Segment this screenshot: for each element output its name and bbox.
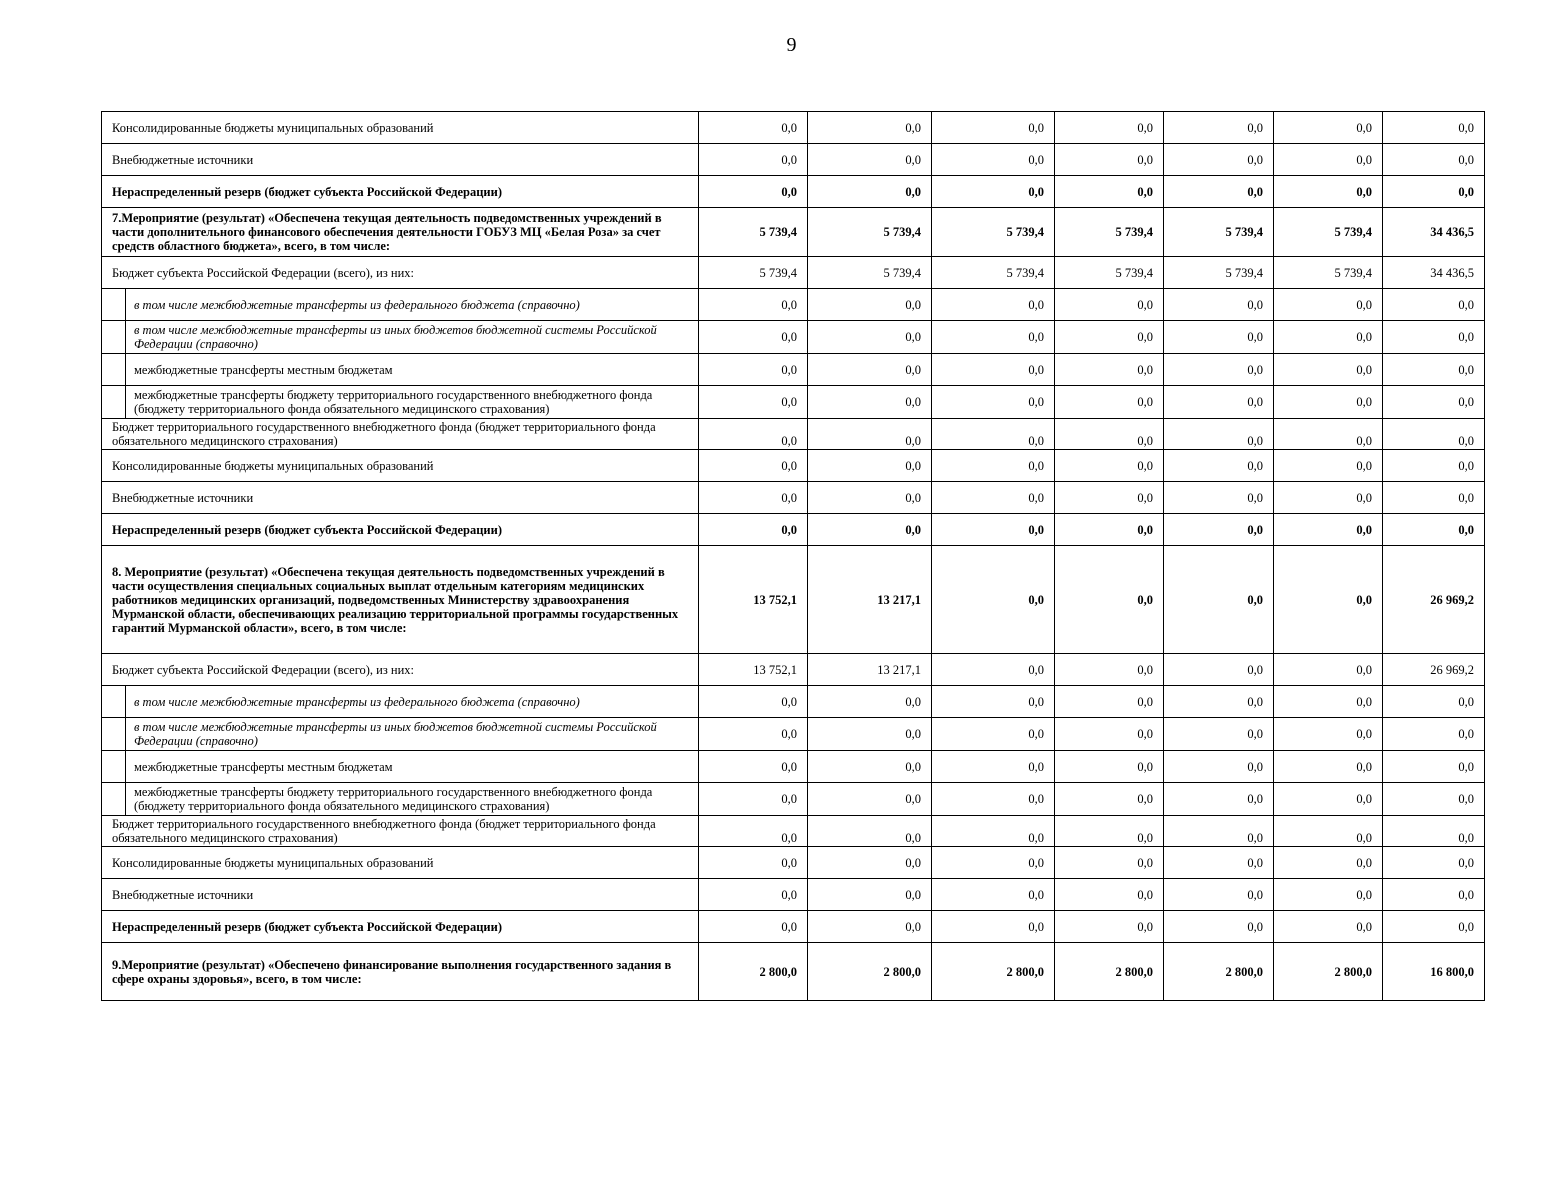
- value-cell: 0,0: [1055, 514, 1164, 546]
- value-cell: 0,0: [1164, 386, 1274, 419]
- value-cell: 0,0: [1055, 482, 1164, 514]
- value-cell: 0,0: [1274, 450, 1383, 482]
- value-cell: 0,0: [1164, 354, 1274, 386]
- table-row: [102, 654, 1485, 686]
- value-cell: 13 217,1: [808, 654, 932, 686]
- value-cell: 0,0: [932, 514, 1055, 546]
- value-cell: 5 739,4: [1164, 208, 1274, 257]
- value-cell: 0,0: [1055, 751, 1164, 783]
- indent-cell: [102, 718, 126, 751]
- value-cell: 0,0: [1383, 816, 1485, 847]
- row-label: Внебюджетные источники: [102, 144, 699, 176]
- value-cell: 16 800,0: [1383, 943, 1485, 1001]
- value-cell: 0,0: [699, 144, 808, 176]
- value-cell: 2 800,0: [1274, 943, 1383, 1001]
- value-cell: 0,0: [1164, 783, 1274, 816]
- value-cell: 0,0: [699, 419, 808, 450]
- value-cell: 0,0: [932, 783, 1055, 816]
- row-label: Бюджет территориального государственного внебюджетного фонда (бюджет территориального фонда обязательного медицинского страхования): [102, 419, 699, 450]
- value-cell: 0,0: [932, 847, 1055, 879]
- table-row: [102, 943, 1485, 1001]
- value-cell: 0,0: [699, 354, 808, 386]
- value-cell: 0,0: [1274, 144, 1383, 176]
- value-cell: 0,0: [1055, 386, 1164, 419]
- value-cell: 0,0: [1274, 289, 1383, 321]
- value-cell: 2 800,0: [808, 943, 932, 1001]
- value-cell: 0,0: [1383, 450, 1485, 482]
- value-cell: 2 800,0: [1055, 943, 1164, 1001]
- indent-cell: [102, 321, 126, 354]
- value-cell: 0,0: [932, 419, 1055, 450]
- row-label: Внебюджетные источники: [102, 482, 699, 514]
- value-cell: 0,0: [932, 289, 1055, 321]
- table-row: [102, 354, 1485, 386]
- table-row: [102, 546, 1485, 654]
- value-cell: 0,0: [932, 686, 1055, 718]
- value-cell: 0,0: [1164, 816, 1274, 847]
- value-cell: 0,0: [1383, 112, 1485, 144]
- value-cell: 0,0: [808, 911, 932, 943]
- row-label: в том числе межбюджетные трансферты из иных бюджетов бюджетной системы Российской Федерации (справочно): [126, 718, 699, 751]
- value-cell: 0,0: [1383, 847, 1485, 879]
- value-cell: 2 800,0: [1164, 943, 1274, 1001]
- row-label: Бюджет территориального государственного внебюджетного фонда (бюджет территориального фонда обязательного медицинского страхования): [102, 816, 699, 847]
- value-cell: 0,0: [699, 450, 808, 482]
- value-cell: 0,0: [1164, 419, 1274, 450]
- value-cell: 0,0: [699, 176, 808, 208]
- value-cell: 0,0: [808, 751, 932, 783]
- value-cell: 5 739,4: [699, 208, 808, 257]
- value-cell: 0,0: [699, 686, 808, 718]
- value-cell: 0,0: [699, 751, 808, 783]
- table-row: [102, 176, 1485, 208]
- value-cell: 5 739,4: [1055, 257, 1164, 289]
- value-cell: 0,0: [699, 783, 808, 816]
- value-cell: 0,0: [1274, 783, 1383, 816]
- value-cell: 0,0: [699, 847, 808, 879]
- row-label: межбюджетные трансферты бюджету территориального государственного внебюджетного фонда (бюджету территориального фонда обязательного медицинского страхования): [126, 386, 699, 419]
- value-cell: 0,0: [932, 546, 1055, 654]
- value-cell: 0,0: [1164, 112, 1274, 144]
- value-cell: 0,0: [1383, 482, 1485, 514]
- table-row: [102, 816, 1485, 847]
- table-row: [102, 847, 1485, 879]
- value-cell: 0,0: [1274, 354, 1383, 386]
- value-cell: 0,0: [1274, 482, 1383, 514]
- value-cell: 0,0: [1274, 321, 1383, 354]
- row-label: Нераспределенный резерв (бюджет субъекта Российской Федерации): [102, 514, 699, 546]
- value-cell: 0,0: [1055, 112, 1164, 144]
- indent-cell: [102, 783, 126, 816]
- value-cell: 0,0: [932, 112, 1055, 144]
- value-cell: 0,0: [1383, 176, 1485, 208]
- value-cell: 0,0: [932, 482, 1055, 514]
- value-cell: 0,0: [808, 289, 932, 321]
- value-cell: 0,0: [808, 847, 932, 879]
- value-cell: 0,0: [1055, 847, 1164, 879]
- value-cell: 0,0: [1055, 321, 1164, 354]
- value-cell: 0,0: [808, 783, 932, 816]
- value-cell: 0,0: [1383, 718, 1485, 751]
- value-cell: 0,0: [808, 686, 932, 718]
- value-cell: 0,0: [1274, 686, 1383, 718]
- value-cell: 0,0: [699, 911, 808, 943]
- value-cell: 0,0: [808, 176, 932, 208]
- value-cell: 0,0: [699, 514, 808, 546]
- value-cell: 0,0: [1274, 816, 1383, 847]
- value-cell: 0,0: [1055, 354, 1164, 386]
- value-cell: 0,0: [1055, 450, 1164, 482]
- value-cell: 0,0: [808, 419, 932, 450]
- value-cell: 26 969,2: [1383, 546, 1485, 654]
- value-cell: 0,0: [1164, 847, 1274, 879]
- value-cell: 0,0: [808, 879, 932, 911]
- table-row: [102, 879, 1485, 911]
- value-cell: 0,0: [1055, 816, 1164, 847]
- value-cell: 0,0: [1383, 419, 1485, 450]
- value-cell: 0,0: [808, 816, 932, 847]
- value-cell: 5 739,4: [932, 208, 1055, 257]
- value-cell: 0,0: [932, 321, 1055, 354]
- value-cell: 0,0: [1383, 686, 1485, 718]
- row-label: в том числе межбюджетные трансферты из иных бюджетов бюджетной системы Российской Федерации (справочно): [126, 321, 699, 354]
- table-row: [102, 321, 1485, 354]
- value-cell: 0,0: [808, 386, 932, 419]
- value-cell: 0,0: [932, 911, 1055, 943]
- value-cell: 0,0: [1274, 654, 1383, 686]
- row-label: Нераспределенный резерв (бюджет субъекта Российской Федерации): [102, 911, 699, 943]
- value-cell: 0,0: [1383, 354, 1485, 386]
- value-cell: 13 217,1: [808, 546, 932, 654]
- value-cell: 0,0: [932, 751, 1055, 783]
- value-cell: 5 739,4: [808, 208, 932, 257]
- table-row: [102, 289, 1485, 321]
- value-cell: 0,0: [932, 654, 1055, 686]
- row-label: межбюджетные трансферты местным бюджетам: [126, 354, 699, 386]
- value-cell: 34 436,5: [1383, 257, 1485, 289]
- value-cell: 0,0: [808, 112, 932, 144]
- value-cell: 5 739,4: [699, 257, 808, 289]
- value-cell: 0,0: [1274, 176, 1383, 208]
- page-number: 9: [786, 34, 797, 56]
- indent-cell: [102, 289, 126, 321]
- value-cell: 0,0: [1274, 911, 1383, 943]
- value-cell: 0,0: [1164, 879, 1274, 911]
- value-cell: 0,0: [808, 482, 932, 514]
- value-cell: 0,0: [932, 354, 1055, 386]
- row-label: межбюджетные трансферты местным бюджетам: [126, 751, 699, 783]
- table-row: [102, 144, 1485, 176]
- table-row: [102, 419, 1485, 450]
- table-row: [102, 514, 1485, 546]
- table-row: [102, 911, 1485, 943]
- value-cell: 0,0: [808, 450, 932, 482]
- value-cell: 0,0: [1383, 514, 1485, 546]
- value-cell: 0,0: [1055, 911, 1164, 943]
- value-cell: 0,0: [808, 718, 932, 751]
- value-cell: 0,0: [932, 816, 1055, 847]
- value-cell: 0,0: [1055, 879, 1164, 911]
- table-row: [102, 257, 1485, 289]
- value-cell: 5 739,4: [1274, 257, 1383, 289]
- value-cell: 26 969,2: [1383, 654, 1485, 686]
- value-cell: 0,0: [1164, 686, 1274, 718]
- value-cell: 5 739,4: [1274, 208, 1383, 257]
- row-label: 9.Мероприятие (результат) «Обеспечено финансирование выполнения государственного задания в сфере охраны здоровья», всего, в том числе:: [102, 943, 699, 1001]
- table-row: [102, 112, 1485, 144]
- row-label: Внебюджетные источники: [102, 879, 699, 911]
- value-cell: 0,0: [1164, 546, 1274, 654]
- table-row: [102, 450, 1485, 482]
- row-label: в том числе межбюджетные трансферты из федерального бюджета (справочно): [126, 289, 699, 321]
- row-label: межбюджетные трансферты бюджету территориального государственного внебюджетного фонда (бюджету территориального фонда обязательного медицинского страхования): [126, 783, 699, 816]
- indent-cell: [102, 354, 126, 386]
- value-cell: 0,0: [1164, 718, 1274, 751]
- value-cell: 0,0: [1383, 751, 1485, 783]
- value-cell: 0,0: [1383, 321, 1485, 354]
- value-cell: 0,0: [1274, 514, 1383, 546]
- value-cell: 0,0: [1274, 751, 1383, 783]
- row-label: Консолидированные бюджеты муниципальных образований: [102, 112, 699, 144]
- table-row: [102, 208, 1485, 257]
- indent-cell: [102, 751, 126, 783]
- value-cell: 0,0: [699, 879, 808, 911]
- value-cell: 0,0: [1055, 289, 1164, 321]
- value-cell: 0,0: [1383, 144, 1485, 176]
- table-row: [102, 783, 1485, 816]
- value-cell: 0,0: [1164, 176, 1274, 208]
- value-cell: 13 752,1: [699, 654, 808, 686]
- value-cell: 0,0: [1164, 751, 1274, 783]
- value-cell: 0,0: [699, 112, 808, 144]
- value-cell: 0,0: [808, 144, 932, 176]
- value-cell: 5 739,4: [808, 257, 932, 289]
- value-cell: 0,0: [1055, 144, 1164, 176]
- value-cell: 0,0: [699, 386, 808, 419]
- value-cell: 0,0: [1164, 144, 1274, 176]
- table-row: [102, 751, 1485, 783]
- value-cell: 0,0: [1274, 546, 1383, 654]
- table-row: [102, 386, 1485, 419]
- value-cell: 5 739,4: [1164, 257, 1274, 289]
- value-cell: 0,0: [808, 321, 932, 354]
- value-cell: 0,0: [1274, 718, 1383, 751]
- value-cell: 0,0: [1055, 686, 1164, 718]
- value-cell: 13 752,1: [699, 546, 808, 654]
- value-cell: 0,0: [932, 879, 1055, 911]
- value-cell: 0,0: [808, 354, 932, 386]
- value-cell: 2 800,0: [699, 943, 808, 1001]
- value-cell: 0,0: [1274, 386, 1383, 419]
- value-cell: 0,0: [1055, 654, 1164, 686]
- row-label: Бюджет субъекта Российской Федерации (всего), из них:: [102, 654, 699, 686]
- value-cell: 2 800,0: [932, 943, 1055, 1001]
- row-label: Нераспределенный резерв (бюджет субъекта Российской Федерации): [102, 176, 699, 208]
- value-cell: 0,0: [1055, 546, 1164, 654]
- value-cell: 0,0: [1164, 482, 1274, 514]
- value-cell: 0,0: [932, 450, 1055, 482]
- value-cell: 0,0: [1383, 783, 1485, 816]
- value-cell: 0,0: [1274, 112, 1383, 144]
- value-cell: 0,0: [932, 176, 1055, 208]
- value-cell: 0,0: [1383, 879, 1485, 911]
- table-row: [102, 686, 1485, 718]
- value-cell: 0,0: [699, 321, 808, 354]
- value-cell: 0,0: [932, 144, 1055, 176]
- value-cell: 0,0: [1164, 321, 1274, 354]
- value-cell: 0,0: [1164, 514, 1274, 546]
- value-cell: 5 739,4: [932, 257, 1055, 289]
- value-cell: 0,0: [1274, 847, 1383, 879]
- value-cell: 0,0: [1055, 419, 1164, 450]
- budget-table: [101, 111, 1485, 1001]
- row-label: 7.Мероприятие (результат) «Обеспечена текущая деятельность подведомственных учреждений в части дополнительного финансового обеспечения деятельности ГОБУЗ МЦ «Белая Роза» за счет средств областного бюджета», всего, в том числе:: [102, 208, 699, 257]
- value-cell: 0,0: [1274, 419, 1383, 450]
- value-cell: 0,0: [932, 386, 1055, 419]
- value-cell: 0,0: [699, 816, 808, 847]
- table-row: [102, 718, 1485, 751]
- value-cell: 0,0: [1274, 879, 1383, 911]
- value-cell: 34 436,5: [1383, 208, 1485, 257]
- value-cell: 0,0: [1055, 783, 1164, 816]
- value-cell: 5 739,4: [1055, 208, 1164, 257]
- table-row: [102, 482, 1485, 514]
- row-label: Консолидированные бюджеты муниципальных образований: [102, 847, 699, 879]
- value-cell: 0,0: [808, 514, 932, 546]
- value-cell: 0,0: [699, 289, 808, 321]
- value-cell: 0,0: [699, 482, 808, 514]
- row-label: Консолидированные бюджеты муниципальных образований: [102, 450, 699, 482]
- value-cell: 0,0: [699, 718, 808, 751]
- value-cell: 0,0: [1164, 911, 1274, 943]
- value-cell: 0,0: [1164, 450, 1274, 482]
- value-cell: 0,0: [1164, 289, 1274, 321]
- indent-cell: [102, 686, 126, 718]
- row-label: Бюджет субъекта Российской Федерации (всего), из них:: [102, 257, 699, 289]
- value-cell: 0,0: [1055, 176, 1164, 208]
- row-label: в том числе межбюджетные трансферты из федерального бюджета (справочно): [126, 686, 699, 718]
- value-cell: 0,0: [1055, 718, 1164, 751]
- value-cell: 0,0: [1383, 289, 1485, 321]
- value-cell: 0,0: [1383, 911, 1485, 943]
- value-cell: 0,0: [1164, 654, 1274, 686]
- row-label: 8. Мероприятие (результат) «Обеспечена текущая деятельность подведомственных учреждений в части осуществления специальных социальных выплат отдельным категориям медицинских работников медицинских организаций, подведомственных Министерству здравоохранения Мурманской области, обеспечивающих реализацию территориальной программы государственных гарантий Мурманской области», всего, в том числе:: [102, 546, 699, 654]
- indent-cell: [102, 386, 126, 419]
- value-cell: 0,0: [1383, 386, 1485, 419]
- value-cell: 0,0: [932, 718, 1055, 751]
